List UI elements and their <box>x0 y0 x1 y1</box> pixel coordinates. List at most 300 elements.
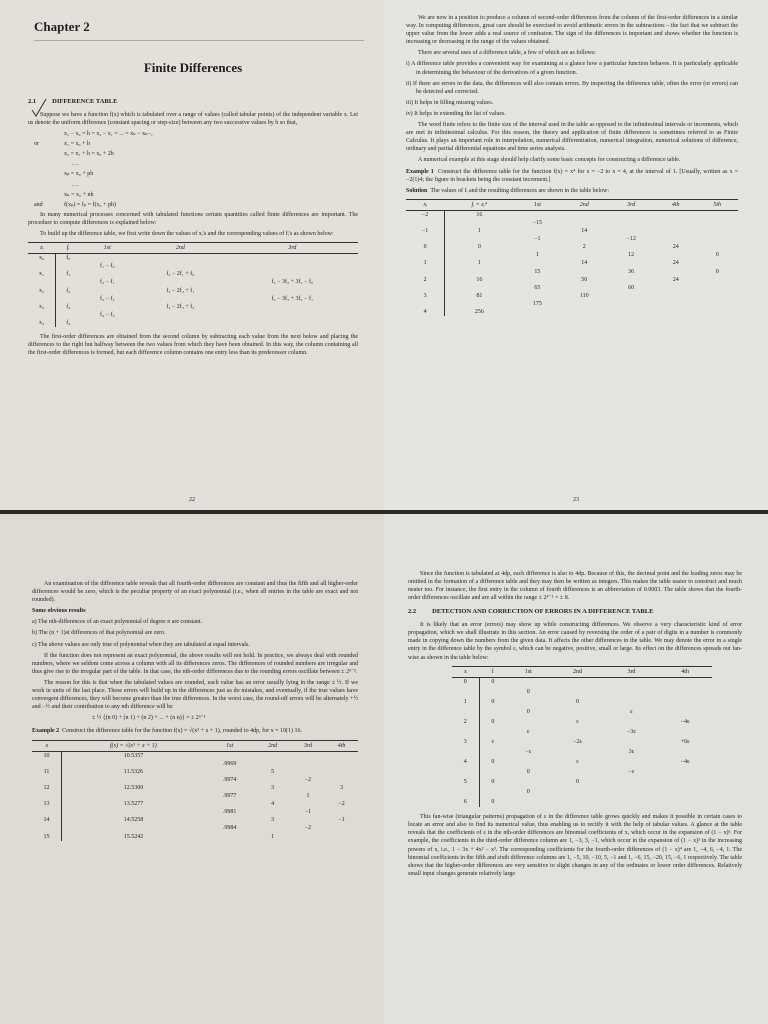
example-label: Example 1 <box>406 168 434 175</box>
table-cell <box>506 677 550 687</box>
table-cell: 12.5300 <box>123 784 144 791</box>
table-cell <box>452 767 479 777</box>
table-cell: 256 <box>474 309 484 315</box>
paragraph: We are now in a position to produce a column of second-order differences from the column of the first-order differences in a similar way. In computing differences, great care should be exercised to avoid arithmetic errors in the subtractions – the fact that we subtract the upper value from the lower adds a real source of confusion. The sign of the differences is important and shows whether the function is increasing or decreasing in the range of the values obtained. <box>406 15 738 46</box>
table-cell <box>325 751 358 760</box>
table-cell <box>605 757 659 767</box>
table-cell: 3 <box>452 737 479 747</box>
table-cell <box>28 295 56 303</box>
table-cell <box>696 300 738 308</box>
table-cell: f₂ − 2f₁ + f₀ <box>166 271 195 278</box>
table-cell: 14.5258 <box>123 817 144 824</box>
table-cell <box>655 308 696 316</box>
table-cell <box>452 787 479 797</box>
table-cell <box>28 278 56 286</box>
column-header: 3rd <box>291 740 325 751</box>
table-cell <box>32 776 62 784</box>
table-row <box>452 797 712 807</box>
table-cell: 24 <box>672 260 679 267</box>
column-header: f(x) = √(x³ + x + 1) <box>62 740 205 751</box>
table-cell: 3 <box>271 784 275 791</box>
table-cell: f₄ <box>66 319 71 326</box>
table-cell <box>605 777 659 787</box>
equation: xₚ = x₀ + ph <box>64 171 94 178</box>
table-cell <box>325 760 358 768</box>
ellipsis: ... <box>72 181 80 188</box>
table-row <box>28 311 358 319</box>
table-cell <box>452 687 479 697</box>
table-cell <box>325 808 358 816</box>
table-cell: +6ε <box>680 739 690 746</box>
table-cell: 0 <box>526 709 530 716</box>
table-cell <box>607 276 655 284</box>
table-cell <box>205 800 254 808</box>
table-cell <box>227 311 358 319</box>
table-row <box>452 787 712 797</box>
table-cell: −4ε <box>680 759 690 766</box>
table-cell: 0 <box>526 789 530 796</box>
table-cell: 0 <box>406 243 445 251</box>
table-cell <box>479 707 506 717</box>
table-cell: ε <box>630 709 633 716</box>
page-22 <box>0 0 384 512</box>
table-cell <box>607 243 655 251</box>
table-cell: −3ε <box>626 729 636 736</box>
table-cell <box>479 727 506 737</box>
table-cell <box>658 787 712 797</box>
table-row <box>452 777 712 787</box>
table-row <box>32 768 358 776</box>
section-number: 2.1 <box>28 98 37 106</box>
table-cell <box>506 797 550 807</box>
table-cell <box>607 300 655 308</box>
paragraph: To build up the difference table, we first write down the values of xᵢ's and the corresponding values of fᵢ's as shown below: <box>40 230 334 237</box>
table-cell <box>406 251 445 259</box>
column-header: 2nd <box>254 740 291 751</box>
table-cell: f₃ − 3f₂ + 3f₁ − f₀ <box>271 279 314 286</box>
table-cell <box>254 776 291 784</box>
table-cell <box>406 284 445 292</box>
table-cell <box>605 697 659 707</box>
table-cell <box>205 816 254 824</box>
column-header: 1st <box>506 666 550 677</box>
table-cell <box>291 784 325 792</box>
table-cell: 11 <box>32 768 62 776</box>
table-cell <box>445 235 514 243</box>
table-cell: 14 <box>581 260 588 267</box>
list-item: a) The nth-differences of an exact polynomial of degree n are constant. <box>32 619 203 626</box>
table-cell: .9977 <box>222 793 237 800</box>
table-cell: 0 <box>576 779 580 786</box>
table-cell <box>445 219 514 227</box>
table-cell <box>655 227 696 235</box>
table-cell <box>28 262 56 270</box>
table-row <box>406 251 738 259</box>
table-cell <box>205 751 254 760</box>
table-cell: 0 <box>715 252 719 259</box>
table-cell <box>696 235 738 243</box>
table-cell <box>134 262 227 270</box>
table-row <box>452 767 712 777</box>
table-cell <box>325 792 358 800</box>
table-row <box>32 784 358 792</box>
list-item: iv) It helps in extending the list of values. <box>406 110 506 117</box>
table-cell <box>658 767 712 777</box>
sqrt-difference-table <box>32 740 358 841</box>
equation-row <box>34 140 358 148</box>
table-row <box>32 776 358 784</box>
table-cell <box>291 751 325 760</box>
error-fan-table <box>452 666 712 808</box>
table-cell <box>655 219 696 227</box>
table-cell <box>254 751 291 760</box>
table-cell <box>655 268 696 276</box>
solution-label: Solution <box>406 187 428 194</box>
column-header: f <box>479 666 506 677</box>
table-cell <box>134 319 227 327</box>
column-header: 1st <box>514 199 562 210</box>
table-cell <box>134 295 227 303</box>
table-cell <box>550 787 604 797</box>
eq-label: and <box>34 201 43 208</box>
table-row <box>28 278 358 286</box>
handwritten-tick-mark <box>30 98 48 118</box>
table-cell: −1 <box>534 236 541 243</box>
table-cell: 1 <box>406 259 445 267</box>
table-cell <box>696 210 738 219</box>
table-cell: 1 <box>535 252 539 259</box>
table-cell: −2 <box>338 801 345 808</box>
table-cell: 2 <box>452 717 479 727</box>
column-header: 4th <box>655 199 696 210</box>
table-cell: 0 <box>491 699 495 706</box>
table-cell: 5 <box>271 768 275 775</box>
table-cell: 16 <box>476 211 483 218</box>
table-cell <box>254 792 291 800</box>
table-cell <box>479 747 506 757</box>
page-separator <box>0 510 768 514</box>
table-cell <box>32 824 62 832</box>
table-row <box>406 243 738 251</box>
table-cell <box>550 687 604 697</box>
table-cell <box>658 707 712 717</box>
table-cell <box>62 824 205 832</box>
column-header: 3rd <box>605 666 659 677</box>
table-cell <box>406 300 445 308</box>
table-row <box>28 303 358 311</box>
table-cell <box>696 227 738 235</box>
equation: x₁ − x₀ = h = x₂ − x₁ = ... = xₙ − xₙ₋₁ <box>64 131 154 138</box>
table-cell <box>605 737 659 747</box>
eq-label: or <box>34 141 39 148</box>
table-cell: f₃ − f₂ <box>100 295 115 302</box>
table-cell: 3 <box>340 784 344 791</box>
table-cell: x₃ <box>28 303 56 311</box>
table-cell: 1 <box>477 260 481 267</box>
table-cell <box>514 308 562 316</box>
chapter-heading: Chapter 2 <box>34 18 364 41</box>
table-cell <box>696 292 738 300</box>
table-cell <box>80 270 134 278</box>
table-cell <box>506 697 550 707</box>
table-cell: f₃ − 2f₂ + f₁ <box>166 287 195 294</box>
equation: xₙ = x₀ + nh <box>64 191 94 198</box>
table-cell <box>514 292 562 300</box>
table-cell <box>550 747 604 757</box>
table-cell <box>80 254 134 263</box>
table-cell <box>56 295 81 303</box>
table-cell: 3 <box>406 292 445 300</box>
table-header-row <box>406 199 738 210</box>
section-heading <box>408 608 742 617</box>
table-cell <box>452 707 479 717</box>
table-cell: 1 <box>271 833 275 840</box>
table-row <box>32 824 358 832</box>
table-row <box>452 677 712 687</box>
table-cell <box>227 270 358 278</box>
table-cell: 2 <box>582 244 586 251</box>
column-header: 1st <box>80 243 134 254</box>
table-row <box>32 816 358 824</box>
table-cell <box>291 768 325 776</box>
table-header-row <box>32 740 358 751</box>
table-cell: −1 <box>406 227 445 235</box>
table-header-row <box>452 666 712 677</box>
table-row <box>406 276 738 284</box>
table-cell: ε <box>527 729 530 736</box>
table-cell: 81 <box>476 292 483 299</box>
table-row <box>28 287 358 295</box>
table-cell <box>62 776 205 784</box>
table-row <box>32 760 358 768</box>
table-cell <box>254 760 291 768</box>
table-cell: f₂ <box>66 287 71 294</box>
table-cell: .9981 <box>222 809 237 816</box>
table-cell <box>134 311 227 319</box>
table-row <box>32 792 358 800</box>
table-cell: f₃ <box>66 303 71 310</box>
table-cell <box>658 777 712 787</box>
table-cell <box>291 816 325 824</box>
table-cell <box>658 747 712 757</box>
table-cell: 0 <box>576 699 580 706</box>
example-text: Construct the difference table for the function f(x) = √(x³ + x + 1), rounded to 4dp, for x = 10(1) 16. <box>62 728 302 735</box>
column-header: x <box>32 740 62 751</box>
table-cell: 0 <box>715 268 719 275</box>
table-cell: 0 <box>491 779 495 786</box>
column-header: 5th <box>696 199 738 210</box>
table-row <box>406 235 738 243</box>
table-cell: 15.5242 <box>123 833 144 840</box>
solution-text: The values of fᵢ and the resulting differences are shown in the table below: <box>430 187 609 194</box>
table-cell: x₁ <box>28 270 56 278</box>
page-23 <box>384 0 768 512</box>
table-cell <box>56 278 81 286</box>
paragraph: Since the function is tabulated at 4dp, each difference is also to 4dp. Because of this, the decimal point and the leading zeros may be omitted in the formation of a difference table and they may then be written as integers. This makes the table easier to construct and much neater too. For instance, the first entry in the column of fourth differences is an abbreviation of 0.0003. The table shows that the fourth-order differences oscillate and are all within the range ± 2⁴⁻¹ = ± 8. <box>408 571 742 602</box>
table-row <box>28 262 358 270</box>
table-cell <box>561 219 607 227</box>
chapter-title: Finite Differences <box>143 59 243 75</box>
column-header: 3rd <box>227 243 358 254</box>
table-cell: 0 <box>526 769 530 776</box>
table-row <box>406 210 738 219</box>
table-cell: 13.5277 <box>123 801 144 808</box>
table-cell <box>291 800 325 808</box>
table-cell <box>406 219 445 227</box>
table-row <box>452 757 712 767</box>
table-row <box>28 295 358 303</box>
table-cell <box>506 717 550 727</box>
table-cell <box>605 797 659 807</box>
table-cell: 2 <box>406 276 445 284</box>
table-cell <box>696 219 738 227</box>
column-header: 4th <box>325 740 358 751</box>
table-cell: 0 <box>477 244 481 251</box>
table-row <box>452 687 712 697</box>
table-cell: 12 <box>32 784 62 792</box>
table-row <box>28 254 358 263</box>
table-cell <box>514 243 562 251</box>
table-cell: 0 <box>452 677 479 687</box>
table-cell <box>325 833 358 841</box>
table-cell: 0 <box>491 679 495 686</box>
table-row <box>452 697 712 707</box>
table-cell <box>607 259 655 267</box>
table-cell <box>550 797 604 807</box>
table-cell: 110 <box>579 292 589 299</box>
table-cell: −4ε <box>680 719 690 726</box>
table-cell <box>134 254 227 263</box>
table-cell <box>514 259 562 267</box>
table-row <box>406 308 738 316</box>
table-cell <box>62 808 205 816</box>
example-1 <box>406 168 738 184</box>
paragraph: Suppose we have a function f(x) which is tabulated over a range of values (called tabular points) of the independent variable x. Let us denote the uniform difference (constant spacing or step-size) between any two successive values by h so that, <box>28 111 358 126</box>
table-cell: 24 <box>672 244 679 251</box>
table-cell <box>696 276 738 284</box>
equation: x₁ = x₀ + h <box>64 141 90 148</box>
page-number: 22 <box>189 496 195 503</box>
table-cell: −2 <box>304 825 312 832</box>
table-cell <box>62 760 205 768</box>
list-item: c) The above values are only true of polynomial when they are tabulated at equal intervals. <box>32 641 250 648</box>
example-text: Construct the difference table for the function f(x) = x⁴ for x = −2 to x = 4, at the interval of 1. [Usually, written as x = −2(1)4; the figure in brackets being the constant increment.] <box>406 168 738 183</box>
table-cell: x₂ <box>28 287 56 295</box>
table-cell <box>479 787 506 797</box>
equation-row <box>34 201 358 209</box>
table-cell <box>406 235 445 243</box>
table-cell: f₁ <box>66 271 71 278</box>
table-cell <box>445 268 514 276</box>
paragraph: It is likely that an error (errors) may show up while constructing differences. We observe a very characteristic kind of error propagation, which we shall illustrate in this section. An error caused by reversing the order of a pair of digits in a number is commonly made in copying down the numbers from the given data. It affects the other differences in the table. We may denote the error in a single entry in the difference table by the symbol ε, which can be negative, positive, small or large. Its effect on the differences spreads out fan-wise as shown in the table below: <box>408 622 742 661</box>
table-cell: .9984 <box>222 825 237 832</box>
table-cell <box>514 227 562 235</box>
table-cell <box>658 687 712 697</box>
table-cell: 3 <box>271 817 275 824</box>
table-cell: −2 <box>304 776 312 783</box>
page-number: 23 <box>573 496 579 503</box>
x4-difference-table <box>406 199 738 316</box>
list-item: i) A difference table provides a convenient way for examining at a glance how a particular function behaves. It is particularly applicable in determining the behaviour of the derivatives of a given function. <box>406 61 738 76</box>
column-header: 3rd <box>607 199 655 210</box>
table-cell <box>550 767 604 777</box>
table-cell <box>205 784 254 792</box>
table-cell: f₄ − 3f₃ + 3f₂ − f₁ <box>271 295 314 302</box>
solution <box>406 187 738 195</box>
table-cell <box>134 278 227 286</box>
table-cell: 14 <box>32 816 62 824</box>
column-header: fᵢ <box>56 243 81 254</box>
table-row <box>452 747 712 757</box>
table-cell <box>655 284 696 292</box>
table-cell <box>696 259 738 267</box>
list-item: iii) It helps in filling missing values. <box>406 99 494 106</box>
table-cell <box>445 300 514 308</box>
table-cell: −15 <box>532 219 543 226</box>
column-header: xᵢ <box>28 243 56 254</box>
table-cell <box>561 284 607 292</box>
table-cell <box>655 235 696 243</box>
table-cell: 0 <box>491 719 495 726</box>
table-cell <box>62 792 205 800</box>
table-cell: 4 <box>271 801 275 808</box>
page-25 <box>384 512 768 1024</box>
section-title: DIFFERENCE TABLE <box>52 98 118 106</box>
table-cell: −2 <box>406 210 445 219</box>
table-cell <box>227 303 358 311</box>
table-cell: 50 <box>581 276 588 283</box>
table-cell: 15 <box>32 833 62 841</box>
table-cell: 11.5326 <box>123 768 144 775</box>
paragraph: In many numerical processes concerned with tabulated functions certain quantities called finite differences are important. The procedure to compute differences is explained below: <box>28 211 358 226</box>
table-cell <box>607 308 655 316</box>
table-cell <box>254 808 291 816</box>
table-cell: ε <box>576 759 579 766</box>
paragraph: This fan-wise (triangular patterns) propagation of ε in the difference table grows quickly and makes it possible in certain cases to locate an error and also to find its numerical value, thus enabling us to rectify it with the help of tabular values. A glance at the table reveals that the coefficients of ε in the nth-order differences are binomial coefficients of x, which occur in the expansion of (1 − x)ⁿ. For example, the coefficients in the third-order difference column are 1, −3, 3, −1, which occur in the expansion of (1 − x)³ in the increasing powers of x, i.e., 1 − 3x + 4x² − x³. The corresponding coefficients for the fourth-order differences of (1 − x)⁴ are 1, −4, 6, −4, 1. The binomial coefficients in the fifth and sixth difference columns are 1, −5, 10, −10, 5, −1 and 1, −6, 15, −20, 15, −6, 1 respectively. The table shows that the higher-order differences are very sensitive to slight changes in any of the ordinates or lower order differences. Relatively small input changes generate relatively large <box>408 814 742 877</box>
table-cell <box>605 677 659 687</box>
table-cell: 3ε <box>628 749 635 756</box>
table-header-row <box>28 243 358 254</box>
table-cell <box>658 677 712 687</box>
equation: f(xₚ) = fₚ = f(x₀ + ph) <box>64 201 117 208</box>
table-cell <box>605 687 659 697</box>
column-header: fᵢ = xᵢ⁴ <box>445 199 514 210</box>
table-cell <box>550 707 604 717</box>
table-cell: 12 <box>628 252 635 259</box>
table-cell <box>605 717 659 727</box>
table-cell <box>696 243 738 251</box>
table-cell <box>506 777 550 787</box>
table-row <box>406 259 738 267</box>
table-cell <box>32 760 62 768</box>
table-cell <box>205 768 254 776</box>
table-cell: 4 <box>452 757 479 767</box>
table-cell: 5 <box>452 777 479 787</box>
paragraph: A numerical example at this stage should help clarify some basic concepts for constructing a difference table. <box>418 157 681 164</box>
table-cell <box>696 308 738 316</box>
table-cell <box>80 303 134 311</box>
column-header: x <box>452 666 479 677</box>
equation: x₂ = x₁ + h = x₀ + 2h <box>64 151 114 158</box>
table-cell <box>56 262 81 270</box>
table-cell: x₄ <box>28 319 56 327</box>
table-cell <box>561 308 607 316</box>
table-cell <box>227 254 358 263</box>
table-cell <box>655 300 696 308</box>
table-cell <box>80 319 134 327</box>
table-cell <box>325 768 358 776</box>
table-cell: 6 <box>452 797 479 807</box>
